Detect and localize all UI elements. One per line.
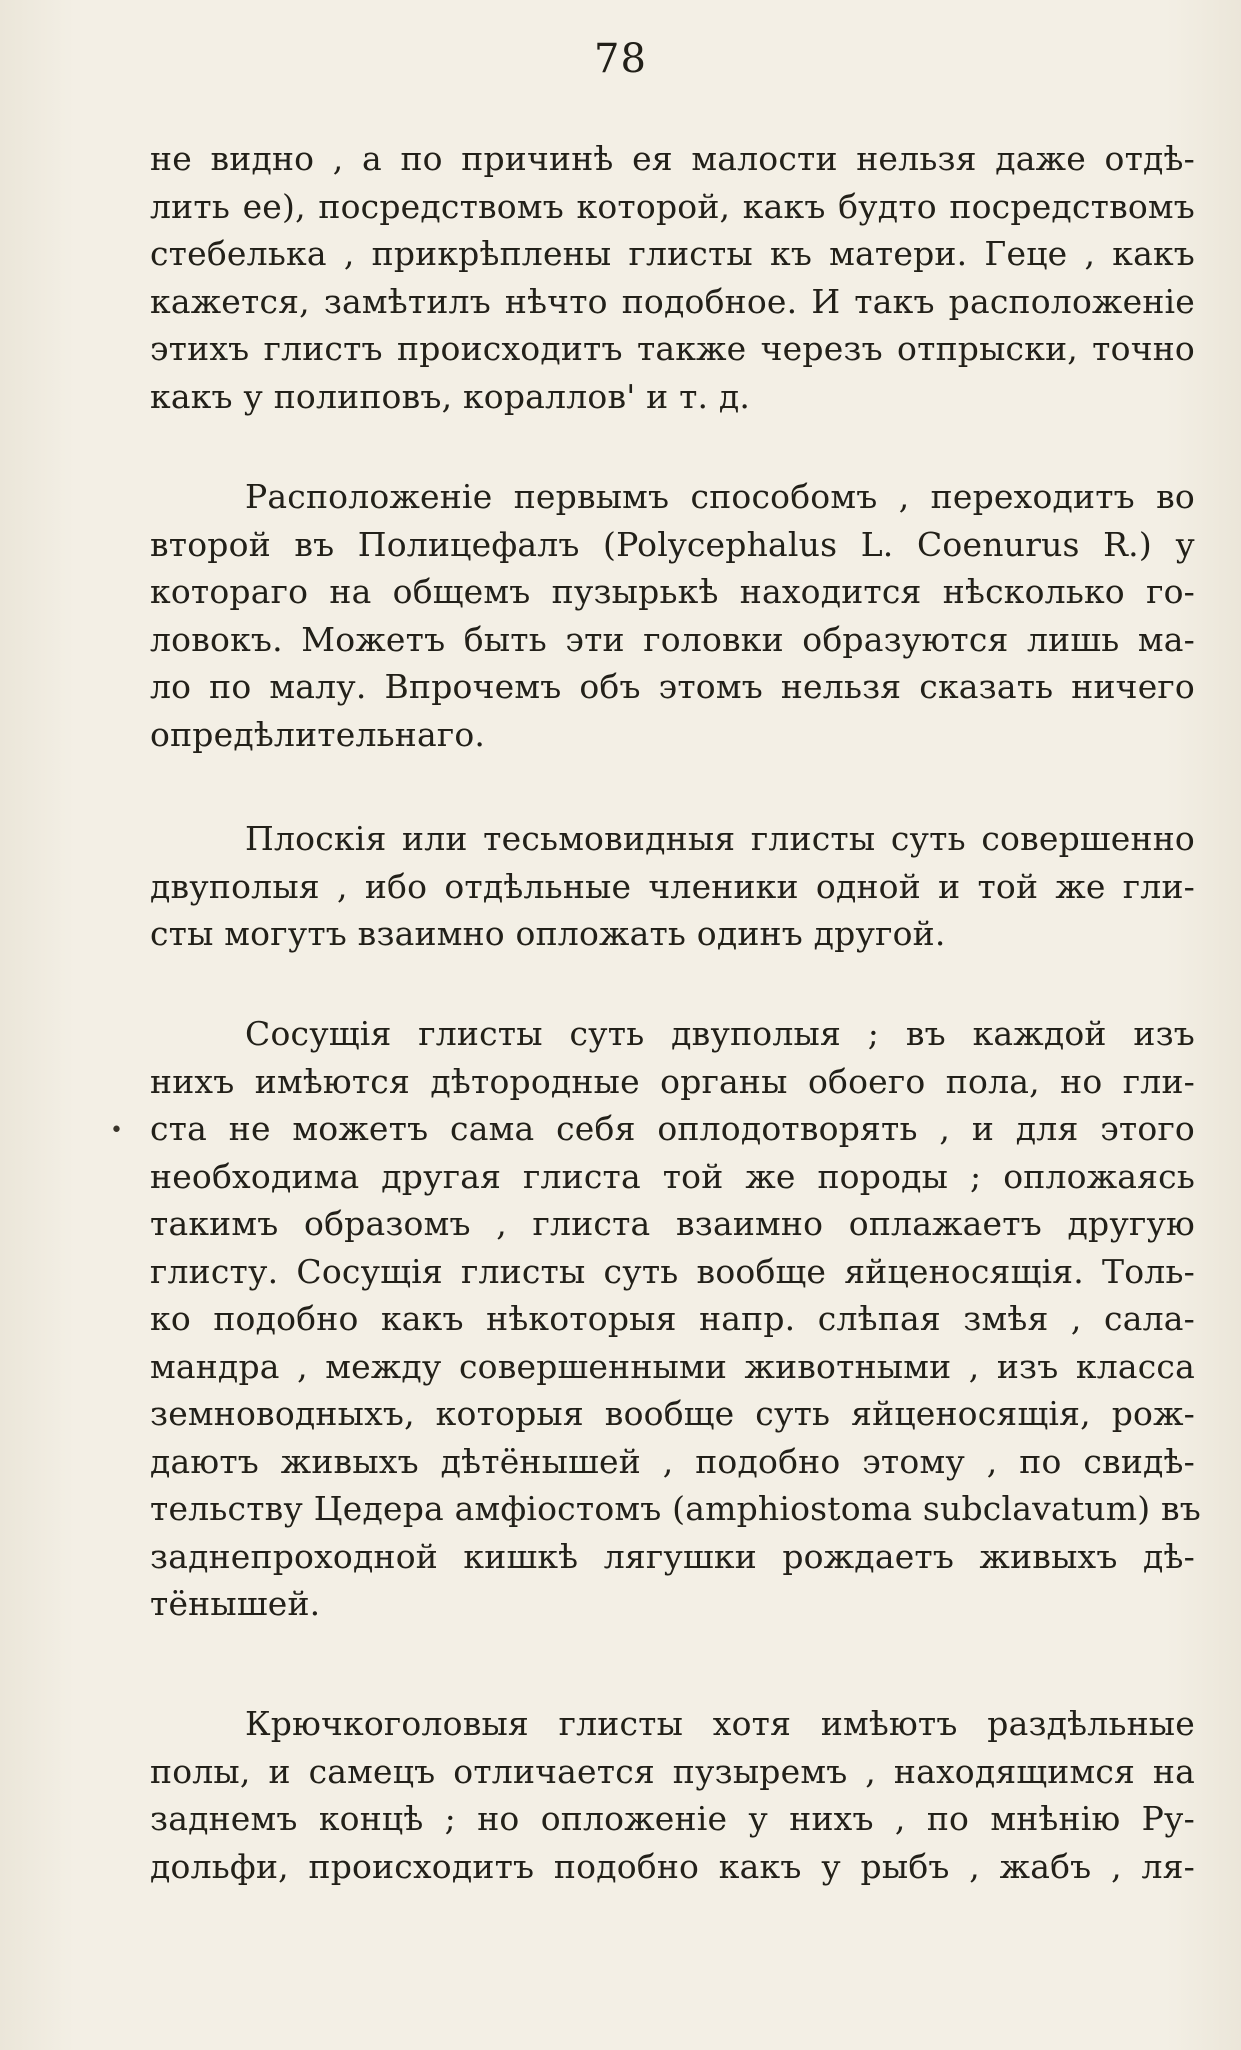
text-line: ловокъ. Можетъ быть эти головки образуются лишь ма- [150, 619, 1195, 659]
text-line: нихъ имѣются дѣтородные органы обоего пола, но гли- [150, 1061, 1195, 1101]
text-line: полы, и самецъ отличается пузыремъ , находящимся на [150, 1751, 1195, 1791]
text-line: двуполыя , ибо отдѣльные членики одной и той же гли- [150, 866, 1195, 906]
text-line: глисту. Сосущія глисты суть вообще яйценосящія. Толь- [150, 1251, 1195, 1291]
paragraph-5 [150, 1700, 1195, 1890]
text-line: необходима другая глиста той же породы ; опложаясь [150, 1156, 1195, 1196]
paragraph-4 [150, 1010, 1201, 1628]
text-line: даютъ живыхъ дѣтёнышей , подобно этому , по свидѣ- [150, 1441, 1195, 1481]
paragraph-2 [150, 473, 1195, 758]
text-line: Расположеніе первымъ способомъ , переходитъ во [245, 477, 1195, 516]
text-line: этихъ глистъ происходитъ также черезъ отпрыски, точно [150, 329, 1195, 368]
text-line: тёнышей. [150, 1584, 321, 1623]
text-line: стебелька , прикрѣплены глисты къ матери. Геце , какъ [150, 234, 1195, 273]
text-line: Сосущія глисты суть двуполыя ; въ каждой изъ [245, 1014, 1195, 1053]
text-line: заднепроходной кишкѣ лягушки рождаетъ живыхъ дѣ- [150, 1536, 1195, 1576]
ink-speck: • [110, 1118, 123, 1143]
text-line: какъ у полиповъ, кораллов' и т. д. [150, 376, 751, 416]
text-line: ло по малу. Впрочемъ объ этомъ нельзя сказать ничего [150, 667, 1195, 706]
text-line: Крючкоголовыя глисты хотя имѣютъ раздѣльные [245, 1704, 1195, 1743]
text-line: кажется, замѣтилъ нѣчто подобное. И такъ расположеніе [150, 281, 1195, 321]
text-line: котораго на общемъ пузырькѣ находится нѣсколько го- [150, 572, 1195, 611]
text-line: заднемъ концѣ ; но опложеніе у нихъ , по мнѣнію Ру- [150, 1799, 1195, 1838]
paragraph-1 [150, 135, 1195, 420]
text-line: не видно , а по причинѣ ея малости нельзя даже отдѣ- [150, 139, 1195, 178]
text-line: Плоскія или тесьмовидныя глисты суть совершенно [245, 819, 1195, 858]
text-line: лить ее), посредствомъ которой, какъ будто посредствомъ [150, 186, 1195, 226]
text-line: второй въ Полицефалъ (Polycephalus L. Coenurus R.) у [150, 524, 1195, 564]
paragraph-3 [150, 815, 1195, 958]
text-line: мандра , между совершенными животными , изъ класса [150, 1346, 1195, 1386]
text-line: тельству Цедера амфіостомъ (amphiostoma subclavatum) въ [150, 1489, 1201, 1528]
text-line: земноводныхъ, которыя вообще суть яйценосящія, рож- [150, 1394, 1195, 1433]
text-line: сты могутъ взаимно опложать одинъ другой. [150, 914, 946, 953]
text-line: дольфи, происходитъ подобно какъ у рыбъ , жабъ , ля- [150, 1846, 1195, 1886]
text-line: ко подобно какъ нѣкоторыя напр. слѣпая змѣя , сала- [150, 1299, 1195, 1338]
text-line: ста не можетъ сама себя оплодотворять , и для этого [150, 1109, 1195, 1148]
text-line: такимъ образомъ , глиста взаимно оплажаетъ другую [150, 1204, 1195, 1243]
page-number: 78 [594, 36, 647, 82]
text-line: опредѣлительнаго. [150, 714, 486, 754]
